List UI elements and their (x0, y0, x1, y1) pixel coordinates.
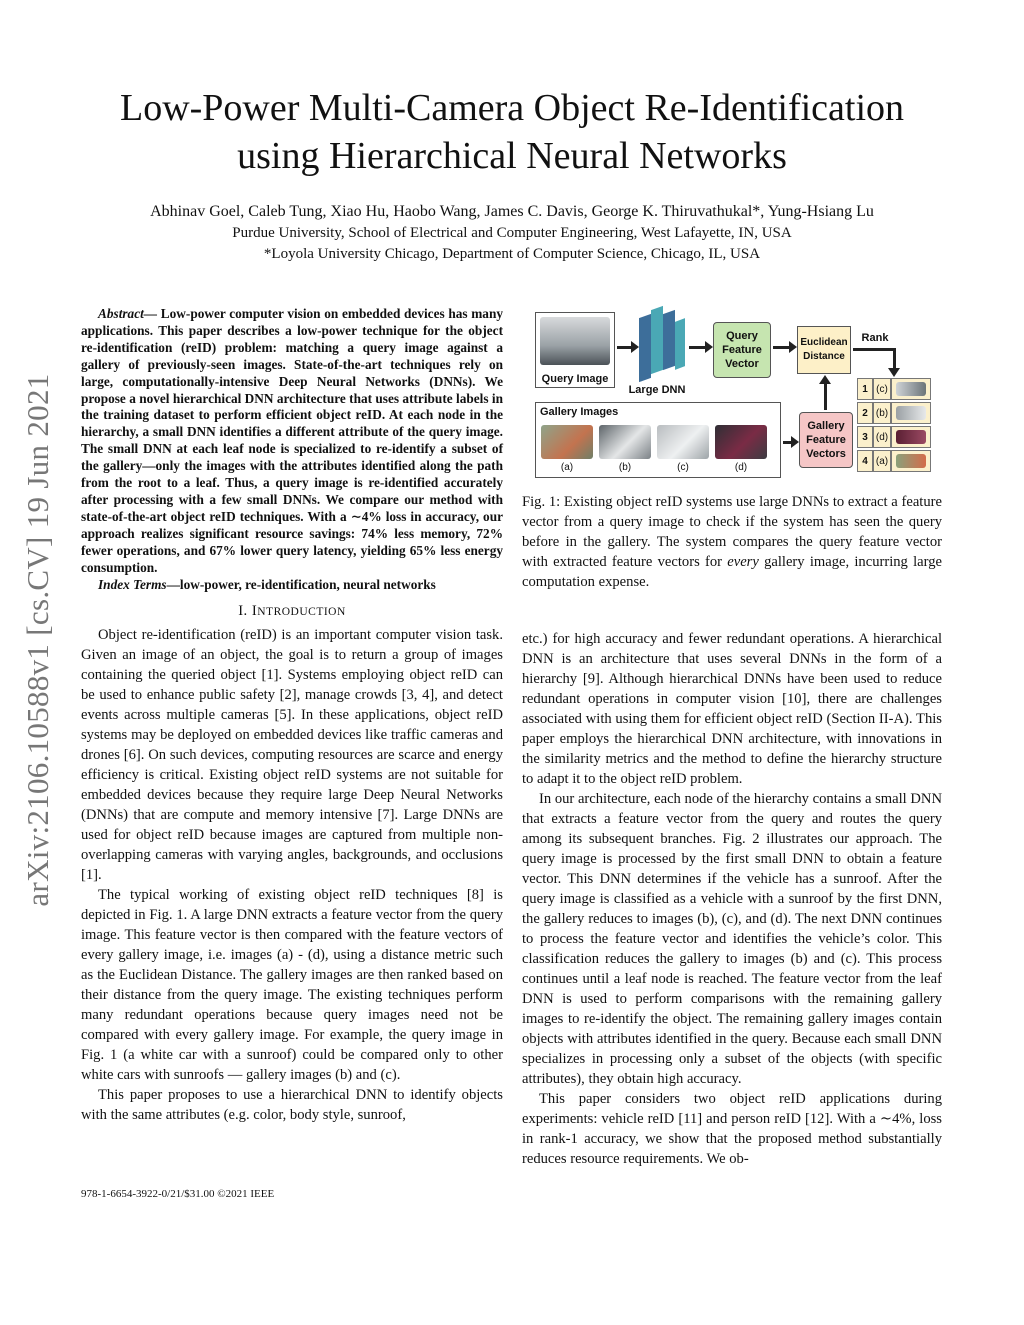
gallery-photo-c (657, 425, 709, 459)
gallery-images-box (535, 402, 781, 478)
rank-image-label: (c) (873, 378, 891, 400)
rank-thumbnail (891, 378, 931, 400)
query-feature-vector-label: Query Feature Vector (722, 330, 762, 370)
index-terms-text: —low-power, re-identification, neural networks (166, 576, 436, 592)
arrow-head-icon (631, 341, 639, 353)
gallery-feature-vectors-label: Gallery Feature Vectors (806, 420, 846, 460)
euclidean-distance-box (797, 326, 851, 374)
right-column (522, 629, 942, 1169)
rank-arrow-horizontal (853, 348, 895, 351)
arrow-head-icon (888, 368, 900, 377)
rank-number: 4 (857, 450, 873, 472)
gallery-images-label: Gallery Images (540, 406, 619, 418)
title-line-2: using Hierarchical Neural Networks (237, 135, 787, 177)
arrow-head-icon (789, 341, 797, 353)
query-image-label: Query Image (541, 373, 609, 385)
title-line-1: Low-Power Multi-Camera Object Re-Identification (119, 87, 905, 129)
index-terms (81, 577, 503, 594)
rank-number: 3 (857, 426, 873, 448)
arrow-head-icon (791, 436, 799, 448)
affiliation-loyola: *Loyola University Chicago, Department of Computer Science, Chicago, IL, USA (263, 246, 761, 262)
copyright-footer: 978-1-6654-3922-0/21/$31.00 ©2021 IEEE (81, 1188, 275, 1200)
intro-paragraph-6: This paper considers two object reID applications during experiments: vehicle reID [11] and person reID [12]. With a ∼4%, loss in rank-1 accuracy, we show that the proposed method substantially reduces resource requirements. We ob- (522, 1091, 942, 1167)
rank-number: 1 (857, 378, 873, 400)
abstract (81, 306, 503, 577)
rank-image-label: (d) (873, 426, 891, 448)
dnn-layer-2 (651, 306, 663, 374)
section-number: I. (238, 603, 252, 620)
gallery-photo-b (599, 425, 651, 459)
figure-1 (527, 302, 945, 482)
gallery-sublabel-b: (b) (618, 462, 632, 473)
abstract-label: Abstract— (98, 306, 158, 321)
arrow-head-icon (705, 341, 713, 353)
arxiv-identifier: arXiv:2106.10588v1 [cs.CV] 19 Jun 2021 (20, 373, 55, 907)
caption-emphasis: every (727, 554, 759, 570)
gallery-sublabel-a: (a) (560, 462, 574, 473)
gallery-photo-d (715, 425, 767, 459)
rank-image-label: (a) (873, 450, 891, 472)
section-title-rest: NTRODUCTION (257, 606, 346, 619)
dnn-layer-3 (663, 310, 675, 370)
query-car-photo (540, 317, 610, 365)
section-heading-introduction (81, 601, 503, 622)
intro-paragraph-1: Object re-identification (reID) is an important computer vision task. Given an image of an object, the goal is to return a group of images containing the queried object [1]. Systems employing object reID can be used to enhance public safety [2], manage crowds [3, 4], and detect events across multiple cameras [5]. In these applications, object reID systems may be deployed on embedded devices like traffic cameras and drones [6]. On such devices, computing resources are scarce and energy efficiency is critical. Existing object reID systems are not suitable for embedded devices because they require large Deep Neural Networks (DNNs) that are compute and memory intensive [7]. Large DNNs are used for object reID because images are captured from multiple non-overlapping cameras with varying angles, backgrounds, and occlusions [1]. (81, 627, 503, 884)
rank-arrow-vertical (893, 348, 896, 370)
gallery-sublabel-d: (d) (734, 462, 748, 473)
gallery-sublabel-c: (c) (677, 462, 689, 473)
rank-label: Rank (861, 332, 889, 344)
gallery-photo-a (541, 425, 593, 459)
rank-thumbnail (891, 402, 931, 424)
paper-title (0, 84, 1024, 180)
large-dnn-label: Large DNN (628, 384, 686, 396)
arrow-head-icon (819, 375, 831, 384)
author-list: Abhinav Goel, Caleb Tung, Xiao Hu, Haobo Wang, James C. Davis, George K. Thiruvathukal*, Yung-Hsiang Lu (150, 203, 874, 220)
gallery-feature-vectors-box (799, 412, 853, 468)
rank-number: 2 (857, 402, 873, 424)
intro-paragraph-4: etc.) for high accuracy and fewer redundant operations. A hierarchical DNN is an architecture that uses several DNNs in the form of a hierarchy [9]. Although hierarchical DNNs have been used to reduce redundant operations in computer vision [10], there are challenges associated with using them for efficient object reID (Section II-A). This paper employs the hierarchical DNN architecture, with innovations in the similarity metrics and the method to define the hierarchy structure to adapt it to the object reID problem. (522, 631, 942, 787)
intro-paragraph-5: In our architecture, each node of the hierarchy contains a small DNN that extracts a feature vector from the query and routes the query among its subsequent branches. Fig. 2 illustrates our approach. The query image is processed by the first small DNN to obtain a feature vector. This DNN determines if the vehicle has a sunroof. After the query image is classified as a vehicle with a sunroof by the first DNN, the gallery reduces to images (b), (c), and (d). The next DNN continues to process the feature vector and identifies the vehicle’s color. This classification reduces the gallery to images (b) and (c). This process continues until a leaf node is reached. The feature vector from the leaf DNN is used to perform comparisons with the remaining gallery images to re-identify the object. The remaining gallery images contain objects with attributes identified in the query. Because each small DNN specializes in processing only a subset of the objects (with specific attributes), they obtain high accuracy. (522, 791, 942, 1087)
euclidean-distance-label: Euclidean Distance (800, 337, 848, 362)
rank-table (857, 378, 931, 474)
intro-paragraph-3: This paper proposes to use a hierarchical DNN to identify objects with the same attributes (e.g. color, body style, sunroof, (81, 1087, 503, 1124)
intro-paragraph-2: The typical working of existing object reID techniques [8] is depicted in Fig. 1. A large DNN extracts a feature vector from the query image. This feature vector is then compared with the feature vectors of every gallery image, i.e. images (a) - (d), using a distance metric such as the Euclidean Distance. The gallery images are then ranked based on their distance from the query image. The existing techniques perform many redundant operations because query images need not be compared with every gallery image. For example, the query image in Fig. 1 (a white car with a sunroof) could be compared only to other white cars with sunroofs — gallery images (b) and (c). (81, 887, 503, 1084)
rank-thumbnail (891, 426, 931, 448)
index-terms-label: Index Terms (98, 576, 167, 592)
left-column (81, 306, 503, 1125)
dnn-layer-4 (675, 318, 685, 370)
rank-image-label: (b) (873, 402, 891, 424)
affiliation-purdue: Purdue University, School of Electrical and Computer Engineering, West Lafayette, IN, USA (232, 225, 792, 241)
rank-thumbnail (891, 450, 931, 472)
arrow-vectors-to-distance (824, 382, 827, 410)
query-feature-vector-box (713, 322, 771, 378)
section-initial: I (251, 603, 258, 620)
figure-1-caption: Fig. 1: Existing object reID systems use large DNNs to extract a feature vector from a query image to check if the system has seen the query before in the gallery. The system compares the query feature vector with extracted feature vectors for every gallery image, incurring large computation expense. (522, 494, 942, 590)
dnn-layer-1 (639, 314, 651, 382)
abstract-text: Low-power computer vision on embedded devices has many applications. This paper describes a low-power technique for the object re-identification (reID) problem: matching a query image against a gallery of previously-seen images. State-of-the-art techniques rely on large, computationally-intensive Deep Neural Networks (DNNs). We propose a novel hierarchical DNN architecture that uses attribute labels in the training dataset to perform efficient object reID. At each node in the hierarchy, a small DNN identifies a different attribute of the query image. The small DNN at each leaf node is specialized to re-identify a subset of the gallery—only the images with the attributes identified along the path from the root to a leaf. Thus, a query image is re-identified accurately after processing with a few small DNNs. We compare our method with state-of-the-art object reID techniques. With a ∼4% loss in accuracy, our approach realizes significant resource savings: 74% less memory, 72% fewer operations, and 67% lower query latency, yielding 65% less energy consumption. (81, 306, 503, 575)
